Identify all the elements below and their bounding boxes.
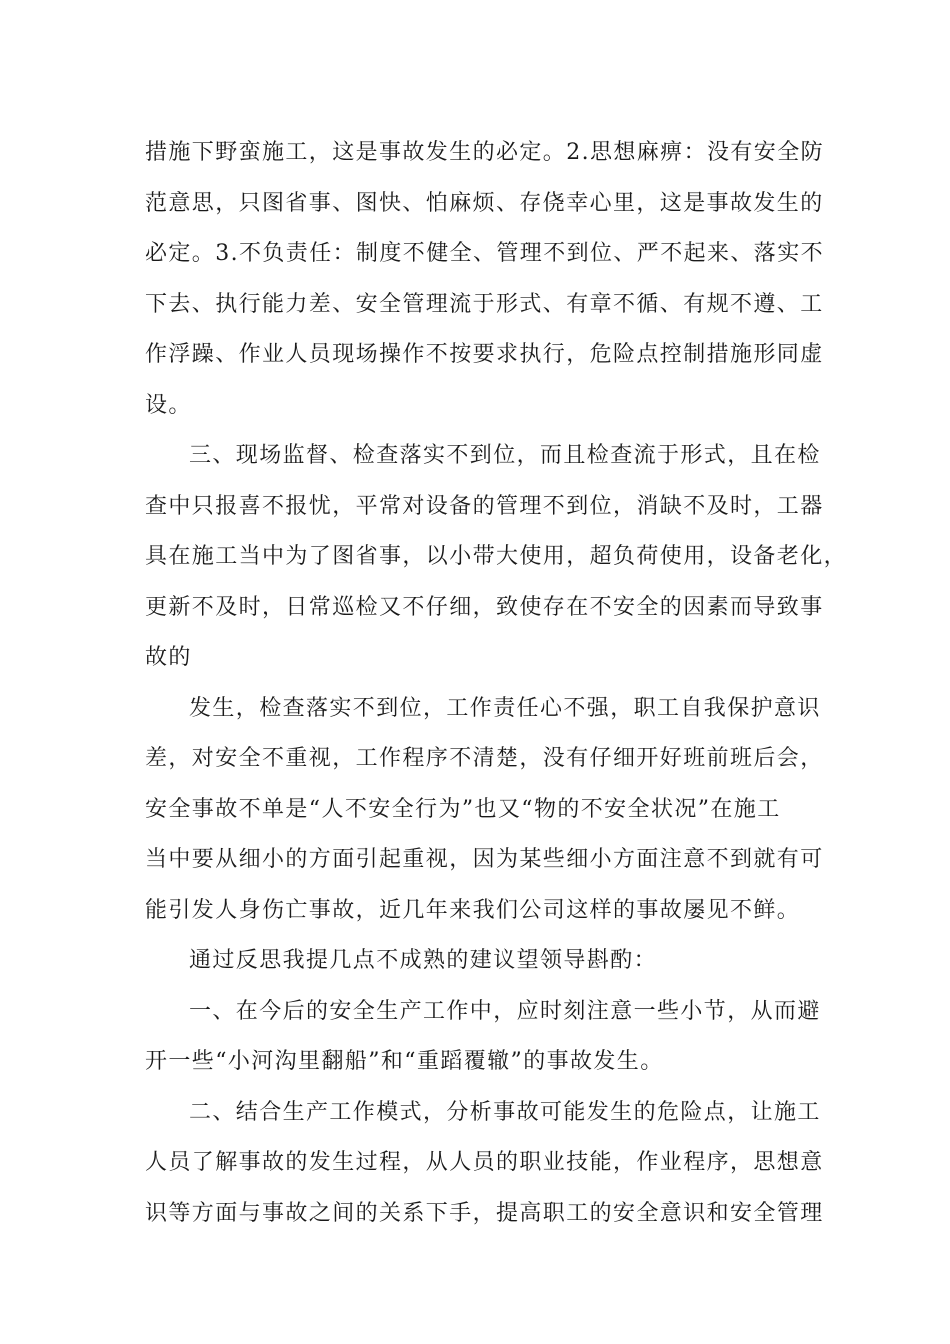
paragraph-start-line: 通过反思我提几点不成熟的建议望领导斟酌： <box>189 948 658 973</box>
paragraph-start-line: 二、结合生产工作模式，分析事故可能发生的危险点，让施工 <box>189 1099 821 1125</box>
text-line: 更新不及时，日常巡检又不仔细，致使存在不安全的因素而导致事 <box>145 594 824 620</box>
text-line: 下去、执行能力差、安全管理流于形式、有章不循、有规不遵、工 <box>145 291 824 317</box>
text-line: 安全事故不单是“人不安全行为”也又“物的不安全状况”在施工 <box>145 796 781 822</box>
paragraph-start-line: 三、现场监督、检查落实不到位，而且检查流于形式，且在检 <box>189 443 821 468</box>
text-line: 具在施工当中为了图省事，以小带大使用，超负荷使用，设备老化， <box>145 544 848 569</box>
text-line: 措施下野蛮施工，这是事故发生的必定。2.思想麻痹：没有安全防 <box>145 140 824 165</box>
text-line: 差，对安全不重视，工作程序不清楚，没有仔细开好班前班后会， <box>145 746 824 771</box>
text-line: 识等方面与事故之间的关系下手，提高职工的安全意识和安全管理 <box>145 1200 824 1226</box>
text-line: 开一些“小河沟里翻船”和“重蹈覆辙”的事故发生。 <box>145 1049 664 1074</box>
text-line: 作浮躁、作业人员现场操作不按要求执行，危险点控制措施形同虚 <box>145 342 824 367</box>
document-body-text <box>145 128 848 1239</box>
text-line: 能引发人身伤亡事故，近几年来我们公司这样的事故屡见不鲜。 <box>145 897 801 923</box>
text-line: 必定。3.不负责任：制度不健全、管理不到位、严不起来、落实不 <box>145 241 824 266</box>
text-line: 当中要从细小的方面引起重视，因为某些细小方面注意不到就有可 <box>145 847 824 872</box>
paragraph-start-line: 发生，检查落实不到位，工作责任心不强，职工自我保护意识 <box>189 695 821 721</box>
paragraph-start-line: 一、在今后的安全生产工作中，应时刻注意一些小节，从而避 <box>189 998 821 1024</box>
text-line: 设。 <box>145 392 192 418</box>
text-line: 范意思，只图省事、图快、怕麻烦、存侥幸心里，这是事故发生的 <box>145 190 824 216</box>
text-line: 故的 <box>145 645 192 670</box>
text-line: 人员了解事故的发生过程，从人员的职业技能，作业程序，思想意 <box>145 1150 824 1175</box>
text-line: 查中只报喜不报忧，平常对设备的管理不到位，消缺不及时，工器 <box>145 493 824 519</box>
